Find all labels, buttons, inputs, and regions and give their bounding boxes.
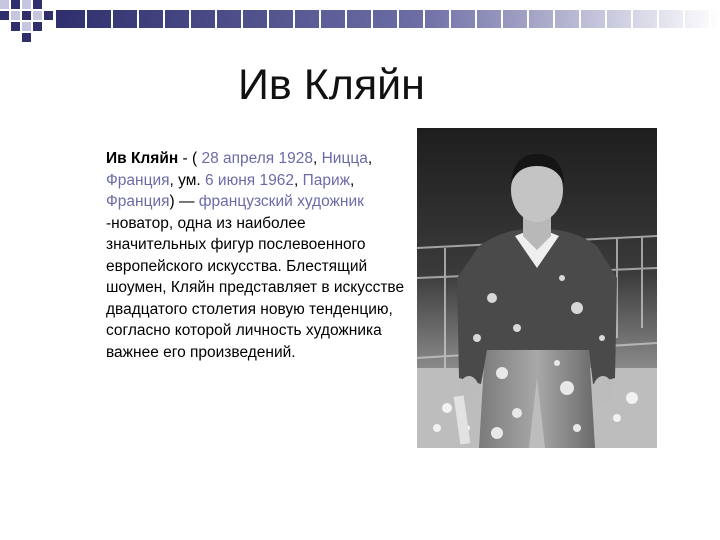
- artist-right-hand: [593, 376, 613, 404]
- bio-text-segment: ,: [367, 150, 373, 167]
- header-squares: [0, 0, 53, 42]
- bio-text-segment: ,: [349, 171, 355, 189]
- profession-link[interactable]: французский художник: [198, 193, 364, 210]
- decorative-header-pattern: [0, 0, 720, 50]
- artist-name: Ив Кляйн: [106, 150, 179, 167]
- bio-text-segment: - (: [178, 150, 202, 167]
- bio-text-segment: -новатор, одна из наиболее значительных фигур послевоенного европейского искусства. Блестящий шоумен, Кляйн представляет в искусстве двадцатого столетия новую тенденцию, согласно которой личность художника важнее его произведений.: [106, 214, 405, 361]
- birth-city-link[interactable]: Ницца: [321, 150, 368, 167]
- bio-text-segment: ) —: [169, 193, 199, 210]
- floor: [417, 368, 657, 448]
- artist-photo: [417, 128, 657, 448]
- slide-title: Ив Кляйн: [238, 61, 425, 109]
- biography-text: [106, 148, 406, 363]
- birth-date-link[interactable]: 28 апреля 1928: [201, 150, 313, 167]
- death-date-link[interactable]: 6 июня 1962: [204, 171, 294, 189]
- bio-text-segment: ,: [312, 150, 322, 167]
- bio-text-segment: ,: [293, 171, 303, 189]
- header-gradient-bar: [56, 10, 720, 28]
- bio-text-segment: , ум.: [169, 171, 205, 189]
- death-city-link[interactable]: Париж: [302, 171, 350, 189]
- birth-country-link[interactable]: Франция: [106, 171, 170, 189]
- death-country-link[interactable]: Франция: [106, 193, 170, 210]
